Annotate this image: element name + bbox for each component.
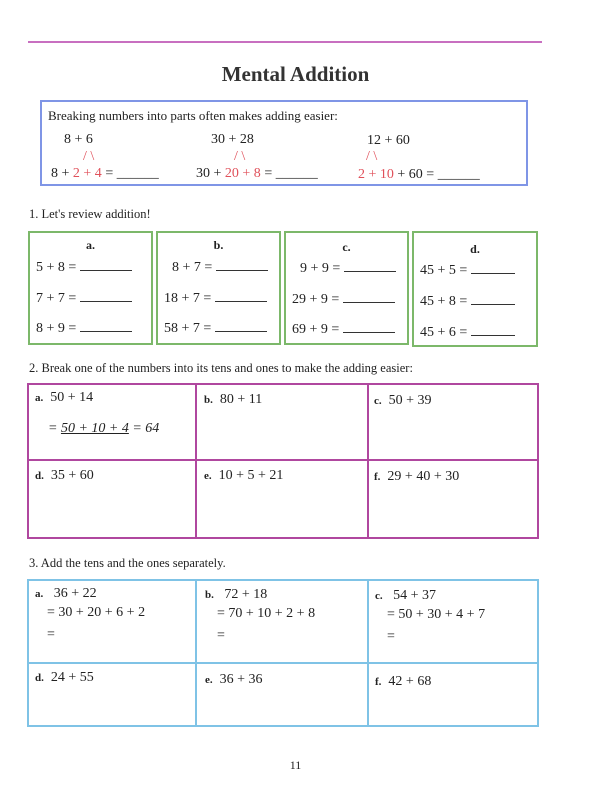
tens-ones-step: = 70 + 10 + 2 + 8 <box>217 606 316 621</box>
tens-ones-problem: a. 36 + 22 <box>35 586 97 601</box>
tens-ones-problem-e: e. 36 + 36 <box>205 672 263 687</box>
review-problem: 8 + 7 = <box>172 259 268 276</box>
tens-ones-answer: = <box>387 629 395 644</box>
example-split: / \ <box>83 149 95 164</box>
example-split: / \ <box>366 149 378 164</box>
example-top: 8 + 6 <box>64 132 93 147</box>
review-problem: 29 + 9 = <box>292 291 395 308</box>
section-3-heading: 3. Add the tens and the ones separately. <box>29 556 226 570</box>
tens-ones-answer: = <box>217 628 225 643</box>
break-problem-a: a. 50 + 14 <box>35 390 94 405</box>
review-column-a <box>28 231 153 345</box>
column-letter: b. <box>213 238 224 252</box>
page-title: Mental Addition <box>221 62 370 86</box>
tens-ones-problem-f: f. 42 + 68 <box>375 674 432 689</box>
tens-ones-problem: c. 54 + 37 <box>375 588 437 603</box>
break-example-work: = 50 + 10 + 4 = 64 <box>48 421 160 436</box>
section-2-heading: 2. Break one of the numbers into its tens and ones to make the adding easier: <box>29 361 413 375</box>
intro-text: Breaking numbers into parts often makes adding easier: <box>48 108 338 123</box>
top-rule <box>28 41 542 43</box>
review-problem: 58 + 7 = <box>164 320 267 337</box>
review-problem: 69 + 9 = <box>292 321 395 338</box>
grid-divider <box>367 383 369 539</box>
review-problem: 18 + 7 = <box>164 290 267 307</box>
grid-divider <box>27 459 539 461</box>
example-top: 30 + 28 <box>211 132 254 147</box>
column-letter: a. <box>86 238 95 252</box>
example-bottom: 8 + 2 + 4 = ______ <box>51 166 159 181</box>
review-column-c <box>284 231 409 345</box>
break-problem-e: e. 10 + 5 + 21 <box>204 468 284 483</box>
review-problem: 5 + 8 = <box>36 259 132 276</box>
column-letter: c. <box>342 240 351 254</box>
tens-ones-answer: = <box>47 627 55 642</box>
break-problem-d: d. 35 + 60 <box>35 468 94 483</box>
review-problem: 9 + 9 = <box>300 260 396 277</box>
page-number: 11 <box>289 758 302 772</box>
example-split: / \ <box>234 149 246 164</box>
column-letter: d. <box>470 242 480 256</box>
review-problem: 45 + 5 = <box>420 262 515 279</box>
review-problem: 7 + 7 = <box>36 290 132 307</box>
review-column-d <box>412 231 538 347</box>
example-bottom: 2 + 10 + 60 = ______ <box>358 167 480 182</box>
tens-ones-step: = 30 + 20 + 6 + 2 <box>47 605 146 620</box>
review-problem: 8 + 9 = <box>36 320 132 337</box>
break-problem-c: c. 50 + 39 <box>374 393 432 408</box>
review-problem: 45 + 8 = <box>420 293 515 310</box>
tens-ones-step: = 50 + 30 + 4 + 7 <box>387 607 486 622</box>
grid-divider <box>195 383 197 539</box>
grid-divider <box>195 579 197 727</box>
review-column-b <box>156 231 281 345</box>
tens-ones-problem: b. 72 + 18 <box>205 587 268 602</box>
tens-ones-grid <box>27 579 539 727</box>
break-problem-f: f. 29 + 40 + 30 <box>374 469 460 484</box>
grid-divider <box>27 662 539 664</box>
section-1-heading: 1. Let's review addition! <box>29 207 151 221</box>
grid-divider <box>367 579 369 727</box>
break-grid <box>27 383 539 539</box>
example-top: 12 + 60 <box>367 133 410 148</box>
example-bottom: 30 + 20 + 8 = ______ <box>196 166 318 181</box>
tens-ones-problem-d: d. 24 + 55 <box>35 670 94 685</box>
review-problem: 45 + 6 = <box>420 324 515 341</box>
break-problem-b: b. 80 + 11 <box>204 392 263 407</box>
